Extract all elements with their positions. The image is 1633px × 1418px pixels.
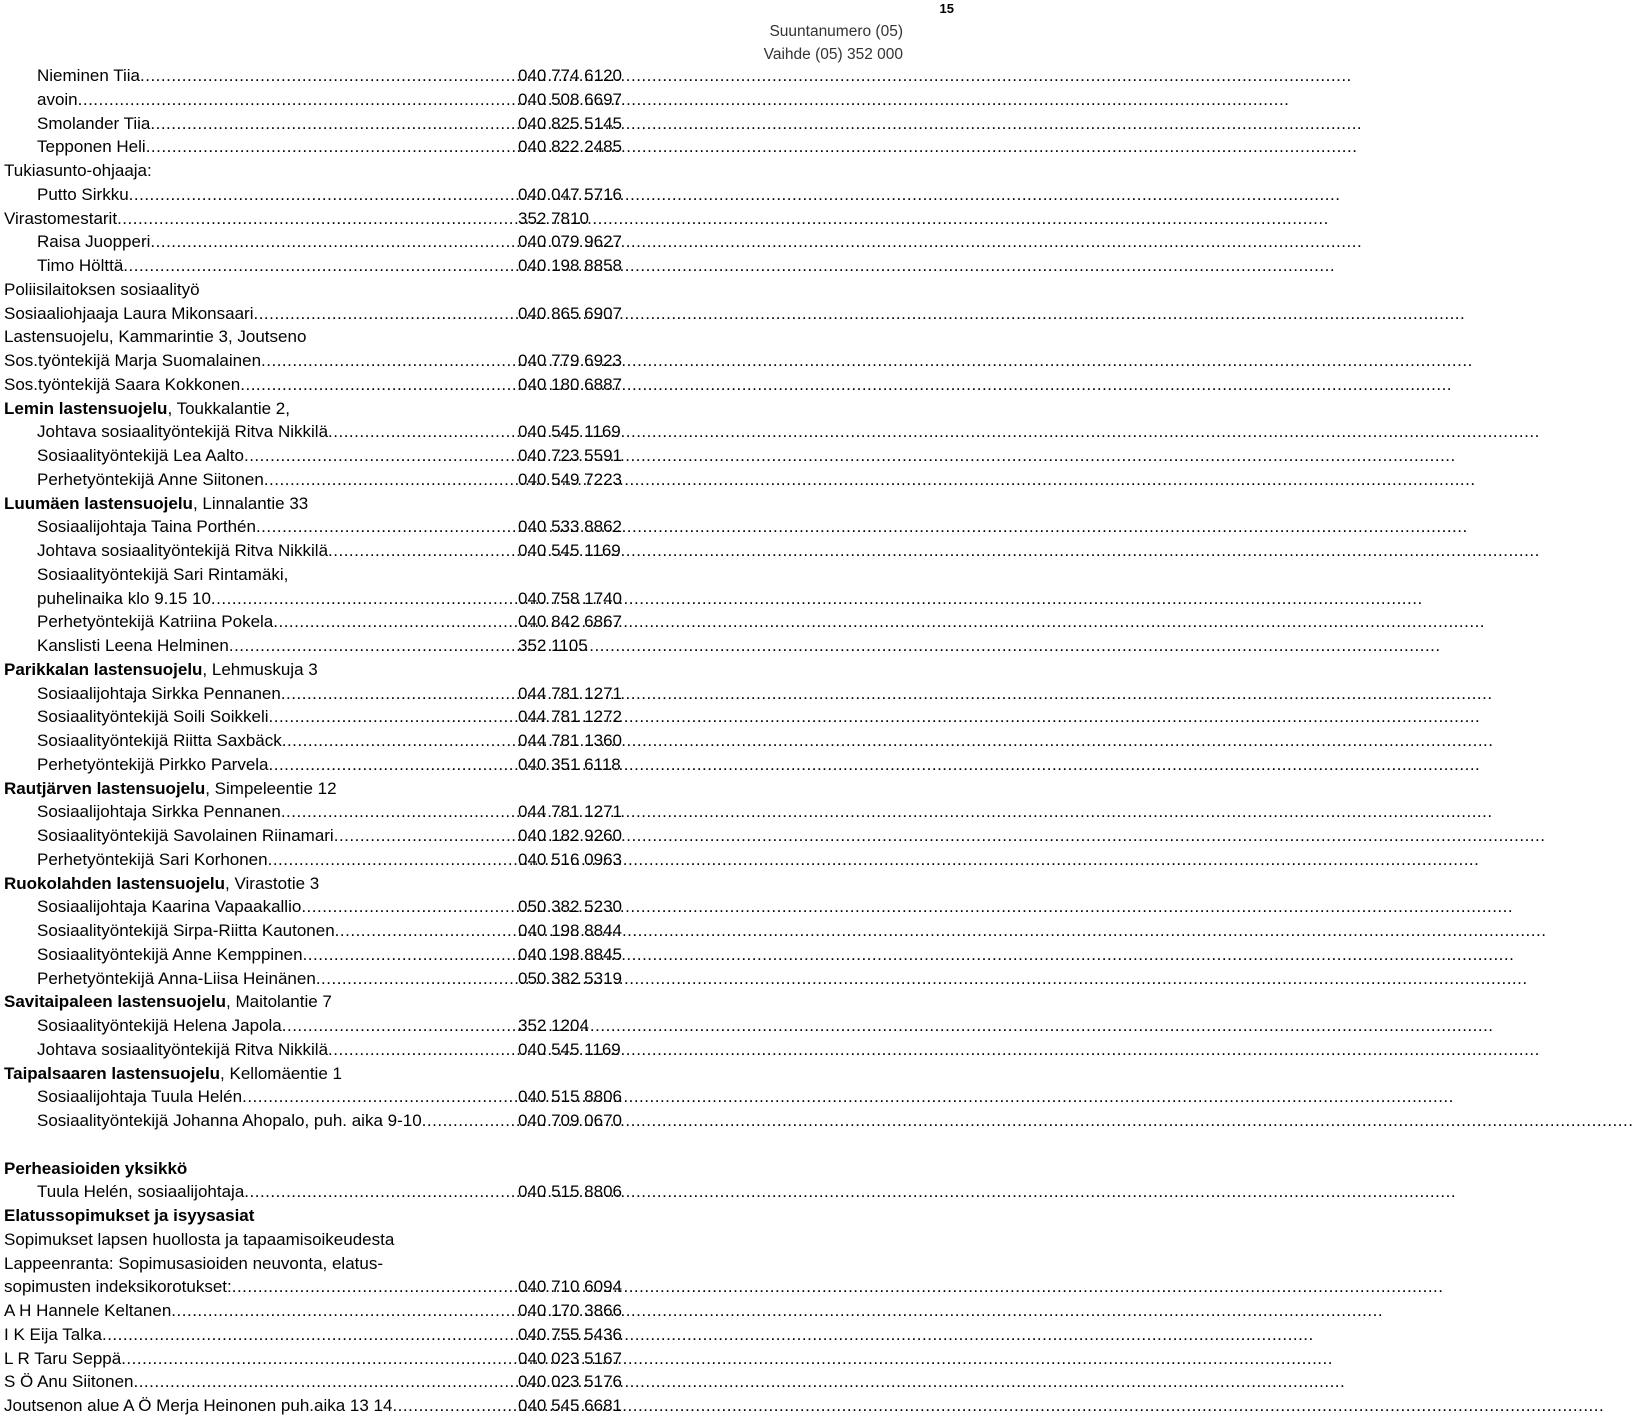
dot-leader bbox=[269, 705, 516, 729]
label-text: Joutsenon alue A Ö Merja Heinonen puh.aika 13 14 bbox=[4, 1396, 393, 1415]
section-title: Elatussopimukset ja isyysasiat bbox=[4, 1206, 255, 1225]
label-text: Raisa Juopperi bbox=[37, 232, 151, 252]
label-text: Sos.työntekijä Saara Kokkonen bbox=[4, 374, 241, 394]
contact-row bbox=[4, 705, 644, 729]
contact-label bbox=[37, 729, 282, 753]
dot-leader bbox=[240, 373, 516, 397]
contact-label bbox=[37, 563, 288, 587]
label-text: Sopimukset lapsen huollosta ja tapaamisoikeudesta bbox=[4, 1229, 395, 1249]
dot-leader bbox=[261, 349, 516, 373]
contact-label bbox=[37, 135, 146, 159]
section-heading bbox=[4, 1157, 644, 1181]
dot-leader bbox=[253, 302, 516, 326]
contact-label bbox=[37, 254, 123, 278]
section-heading bbox=[4, 1252, 644, 1276]
label-text: Poliisilaitoksen sosiaalityö bbox=[4, 279, 200, 299]
dot-leader bbox=[282, 1014, 516, 1038]
label-text: Sosiaalityöntekijä Lea Aalto bbox=[37, 446, 244, 465]
phone-number: 040 170 3866 bbox=[518, 1301, 622, 1320]
phone-number: 040 549 7223 bbox=[518, 469, 622, 489]
phone-number: 040 545 1169 bbox=[518, 1039, 621, 1059]
phone-number: 040 545 1169 bbox=[518, 422, 621, 442]
section-heading bbox=[4, 1062, 644, 1086]
phone-number: 040 198 8844 bbox=[518, 921, 622, 940]
area-code-line: Suuntanumero (05) bbox=[769, 23, 903, 40]
label-text: Sosiaalityöntekijä Savolainen Riinamari bbox=[37, 826, 334, 845]
phone-number: 044 781 1271 bbox=[518, 802, 622, 822]
dot-leader bbox=[422, 1109, 516, 1133]
contact-label bbox=[4, 373, 240, 397]
dot-leader bbox=[328, 1038, 516, 1062]
dot-leader bbox=[150, 230, 516, 254]
phone-number: 040 709 0670 bbox=[518, 1111, 622, 1130]
label-text: , Maitolantie 7 bbox=[226, 992, 332, 1012]
contact-label bbox=[37, 682, 281, 706]
label-text: Perhetyöntekijä Sari Korhonen bbox=[37, 849, 268, 869]
label-text: Perhetyöntekijä Anna-Liisa Heinänen bbox=[37, 968, 316, 988]
contact-row bbox=[4, 682, 644, 706]
section-heading bbox=[4, 397, 644, 421]
dot-leader bbox=[123, 254, 516, 278]
label-text: Lastensuojelu, Kammarintie 3, Joutseno bbox=[4, 327, 307, 347]
dot-leader bbox=[129, 183, 516, 207]
phone-number: 040 865 6907 bbox=[518, 303, 622, 323]
contact-row bbox=[4, 1394, 644, 1418]
contact-listing bbox=[4, 64, 644, 1418]
label-text: Sosiaalijohtaja Sirkka Pennanen bbox=[37, 683, 281, 703]
label-text: puhelinaika klo 9.15 10 bbox=[37, 588, 211, 608]
section-title: Savitaipaleen lastensuojelu bbox=[4, 992, 227, 1012]
switchboard-line: Vaihde (05) 352 000 bbox=[763, 46, 903, 63]
contact-label bbox=[4, 1157, 187, 1181]
label-text: , Linnalantie 33 bbox=[192, 493, 309, 513]
label-text: L R Taru Seppä bbox=[4, 1348, 122, 1368]
dot-leader bbox=[392, 1394, 516, 1418]
label-text: Tepponen Heli bbox=[37, 137, 146, 157]
phone-number: 044 781 1272 bbox=[518, 707, 622, 727]
contact-row bbox=[4, 1347, 644, 1371]
contact-label bbox=[37, 539, 328, 563]
label-text: , Toukkalantie 2, bbox=[167, 398, 290, 418]
dot-leader bbox=[328, 539, 516, 563]
phone-number: 040 822 2485 bbox=[518, 137, 622, 157]
contact-label bbox=[37, 800, 281, 824]
contact-row bbox=[4, 135, 644, 159]
phone-number: 040 545 1169 bbox=[518, 541, 621, 560]
contact-label bbox=[4, 278, 200, 302]
contact-row bbox=[4, 64, 644, 88]
contact-label bbox=[4, 159, 152, 183]
contact-label bbox=[37, 230, 150, 254]
contact-label bbox=[4, 1228, 394, 1252]
contact-row bbox=[4, 1370, 644, 1394]
phone-number: 040 516 0963 bbox=[518, 849, 622, 869]
contact-label bbox=[37, 753, 269, 777]
section-heading bbox=[4, 1228, 644, 1252]
label-text: S Ö Anu Siitonen bbox=[4, 1372, 134, 1392]
dot-leader bbox=[232, 1275, 516, 1299]
section-heading bbox=[4, 159, 644, 183]
label-text: Johtava sosiaalityöntekijä Ritva Nikkilä bbox=[37, 422, 329, 442]
contact-row bbox=[4, 1038, 644, 1062]
dot-leader bbox=[256, 515, 516, 539]
phone-number: 040 825 5145 bbox=[518, 113, 622, 133]
contact-label bbox=[37, 919, 335, 943]
dot-leader bbox=[273, 610, 516, 634]
contact-label bbox=[37, 112, 150, 136]
section-title: Rautjärven lastensuojelu bbox=[4, 778, 206, 798]
contact-row bbox=[4, 420, 644, 444]
contact-label bbox=[4, 777, 337, 801]
phone-number: 040 351 6118 bbox=[518, 754, 621, 774]
phone-number: 040 779 6923 bbox=[518, 351, 622, 370]
contact-label bbox=[4, 1394, 392, 1418]
label-text: Kanslisti Leena Helminen bbox=[37, 636, 229, 655]
contact-label bbox=[4, 1323, 102, 1347]
section-title: Ruokolahden lastensuojelu bbox=[4, 873, 226, 893]
contact-label bbox=[37, 468, 264, 492]
contact-label bbox=[37, 64, 140, 88]
label-text: , Kellomäentie 1 bbox=[220, 1063, 342, 1083]
label-text: Tuula Helén, sosiaalijohtaja bbox=[37, 1182, 245, 1202]
phone-number: 040 047 5716 bbox=[518, 184, 622, 204]
dot-leader bbox=[268, 848, 516, 872]
dot-leader bbox=[242, 1085, 516, 1109]
dot-leader bbox=[301, 895, 516, 919]
contact-row bbox=[4, 515, 644, 539]
label-text: Nieminen Tiia bbox=[37, 66, 140, 85]
contact-label bbox=[4, 1370, 133, 1394]
contact-row bbox=[4, 753, 644, 777]
phone-number: 040 023 5167 bbox=[518, 1348, 622, 1368]
contact-row bbox=[4, 1085, 644, 1109]
contact-label bbox=[4, 207, 117, 231]
contact-row bbox=[4, 943, 644, 967]
dot-leader bbox=[303, 943, 516, 967]
label-text: Sosiaalijohtaja Tuula Helén bbox=[37, 1087, 243, 1107]
contact-row bbox=[4, 230, 644, 254]
contact-row bbox=[4, 895, 644, 919]
phone-number: 040 079 9627 bbox=[518, 232, 622, 252]
contact-row bbox=[4, 1014, 644, 1038]
contact-row bbox=[4, 444, 644, 468]
phone-number: 050 382 5319 bbox=[518, 968, 622, 988]
contact-label bbox=[37, 1014, 282, 1038]
section-heading bbox=[4, 492, 644, 516]
dot-leader bbox=[121, 1347, 516, 1371]
phone-number: 040 180 6887 bbox=[518, 374, 622, 394]
contact-label bbox=[37, 183, 129, 207]
label-text: , Simpeleentie 12 bbox=[205, 778, 337, 798]
contact-label bbox=[4, 872, 319, 896]
label-text: Virastomestarit bbox=[4, 208, 118, 228]
phone-number: 040 508 6697 bbox=[518, 89, 622, 109]
contact-label bbox=[37, 420, 328, 444]
contact-label bbox=[37, 1038, 328, 1062]
label-text: A H Hannele Keltanen bbox=[4, 1301, 172, 1320]
contact-row bbox=[4, 349, 644, 373]
contact-label bbox=[37, 967, 316, 991]
dot-leader bbox=[78, 88, 516, 112]
contact-row bbox=[4, 539, 644, 563]
section-heading bbox=[4, 325, 644, 349]
contact-label bbox=[37, 587, 211, 611]
phone-number: 040 755 5436 bbox=[518, 1324, 622, 1344]
dot-leader bbox=[328, 420, 516, 444]
label-text: Sosiaalityöntekijä Helena Japola bbox=[37, 1016, 282, 1035]
contact-label bbox=[37, 1109, 422, 1133]
contact-label bbox=[4, 990, 332, 1014]
contact-row bbox=[4, 800, 644, 824]
label-text: , Virastotie 3 bbox=[225, 873, 320, 893]
contact-row bbox=[4, 1180, 644, 1204]
phone-number: 040 182 9260 bbox=[518, 826, 622, 845]
contact-label bbox=[37, 943, 303, 967]
label-text: Perhetyöntekijä Pirkko Parvela bbox=[37, 754, 269, 774]
contact-row bbox=[4, 183, 644, 207]
section-title: Parikkalan lastensuojelu bbox=[4, 659, 203, 679]
label-text: Sosiaalityöntekijä Soili Soikkeli bbox=[37, 707, 269, 727]
section-heading bbox=[4, 990, 644, 1014]
label-text: sopimusten indeksikorotukset: bbox=[4, 1277, 232, 1297]
label-text: Sos.työntekijä Marja Suomalainen bbox=[4, 351, 262, 370]
dot-leader bbox=[244, 1180, 516, 1204]
section-title: Luumäen lastensuojelu bbox=[4, 493, 193, 513]
contact-row bbox=[4, 967, 644, 991]
contact-row bbox=[4, 1275, 644, 1299]
dot-leader bbox=[171, 1299, 516, 1323]
dot-leader bbox=[316, 967, 516, 991]
dot-leader bbox=[133, 1370, 516, 1394]
label-text: Sosiaalityöntekijä Anne Kemppinen bbox=[37, 944, 303, 964]
contact-label bbox=[4, 1204, 254, 1228]
label-text: Perhetyöntekijä Katriina Pokela bbox=[37, 612, 274, 632]
label-text: Tukiasunto-ohjaaja: bbox=[4, 161, 152, 180]
phone-number: 040 515 8806 bbox=[518, 1182, 622, 1202]
label-text: Lappeenranta: Sopimusasioiden neuvonta, elatus- bbox=[4, 1253, 383, 1273]
phone-number: 044 781 1360 bbox=[518, 731, 622, 750]
contact-row bbox=[4, 1323, 644, 1347]
phone-number: 040 545 6681 bbox=[518, 1396, 622, 1415]
contact-row bbox=[4, 112, 644, 136]
section-title: Taipalsaaren lastensuojelu bbox=[4, 1063, 221, 1083]
contact-label bbox=[37, 895, 301, 919]
section-heading bbox=[4, 658, 644, 682]
phone-number: 044 781 1271 bbox=[518, 683, 622, 703]
dot-leader bbox=[117, 207, 516, 231]
contact-label bbox=[4, 1252, 383, 1276]
label-text: Sosiaalijohtaja Kaarina Vapaakallio bbox=[37, 897, 302, 917]
page-number: 15 bbox=[939, 1, 954, 16]
label-text: Sosiaaliohjaaja Laura Mikonsaari bbox=[4, 303, 254, 323]
contact-row bbox=[4, 468, 644, 492]
contact-label bbox=[37, 634, 229, 658]
phone-number: 040 515 8806 bbox=[518, 1087, 622, 1107]
contact-label bbox=[37, 1180, 244, 1204]
section-heading bbox=[4, 1204, 644, 1228]
phone-number: 352 7810 bbox=[518, 208, 589, 228]
contact-row bbox=[4, 919, 644, 943]
contact-label bbox=[37, 610, 273, 634]
phone-number: 040 710 6094 bbox=[518, 1277, 622, 1297]
contact-row bbox=[4, 634, 644, 658]
section-heading bbox=[4, 563, 644, 587]
phone-number: 352 1105 bbox=[518, 636, 588, 655]
dot-leader bbox=[146, 135, 516, 159]
contact-row bbox=[4, 373, 644, 397]
phone-number: 040 758 1740 bbox=[518, 588, 622, 608]
dot-leader bbox=[211, 587, 516, 611]
contact-label bbox=[4, 325, 306, 349]
dot-leader bbox=[229, 634, 516, 658]
contact-label bbox=[37, 1085, 242, 1109]
contact-row bbox=[4, 302, 644, 326]
phone-number: 040 723 5591 bbox=[518, 446, 622, 465]
contact-row bbox=[4, 729, 644, 753]
contact-row bbox=[4, 1109, 644, 1133]
phone-number: 040 198 8845 bbox=[518, 944, 622, 964]
dot-leader bbox=[281, 682, 516, 706]
label-text: Sosiaalijohtaja Taina Porthén bbox=[37, 517, 256, 537]
contact-label bbox=[4, 1062, 342, 1086]
contact-row bbox=[4, 207, 644, 231]
contact-row bbox=[4, 88, 644, 112]
label-text: Sosiaalityöntekijä Sirpa-Riitta Kautonen bbox=[37, 921, 335, 940]
phone-number: 040 198 8858 bbox=[518, 256, 622, 275]
contact-label bbox=[37, 88, 78, 112]
contact-label bbox=[37, 705, 269, 729]
contact-label bbox=[37, 824, 334, 848]
phone-number: 040 533 8862 bbox=[518, 517, 622, 537]
contact-row bbox=[4, 1299, 644, 1323]
phone-number: 040 842 6867 bbox=[518, 612, 622, 632]
label-text: Smolander Tiia bbox=[37, 113, 151, 133]
contact-label bbox=[37, 515, 256, 539]
section-heading bbox=[4, 872, 644, 896]
label-text: Johtava sosiaalityöntekijä Ritva Nikkilä bbox=[37, 541, 329, 560]
section-title: Perheasioiden yksikkö bbox=[4, 1158, 188, 1178]
contact-row bbox=[4, 587, 644, 611]
contact-label bbox=[4, 1347, 121, 1371]
label-text: Johtava sosiaalityöntekijä Ritva Nikkilä bbox=[37, 1039, 329, 1059]
contact-label bbox=[4, 302, 253, 326]
section-title: Lemin lastensuojelu bbox=[4, 398, 168, 418]
section-heading bbox=[4, 278, 644, 302]
contact-label bbox=[4, 349, 261, 373]
contact-label bbox=[37, 444, 244, 468]
phone-number: 050 382 5230 bbox=[518, 897, 622, 917]
contact-row bbox=[4, 610, 644, 634]
dot-leader bbox=[282, 729, 516, 753]
dot-leader bbox=[281, 800, 516, 824]
dot-leader bbox=[264, 468, 516, 492]
label-text: Perhetyöntekijä Anne Siitonen bbox=[37, 469, 264, 489]
label-text: , Lehmuskuja 3 bbox=[202, 659, 318, 679]
dot-leader bbox=[102, 1323, 516, 1347]
contact-row bbox=[4, 254, 644, 278]
section-heading bbox=[4, 777, 644, 801]
contact-label bbox=[4, 397, 290, 421]
label-text: Sosiaalityöntekijä Riitta Saxbäck bbox=[37, 731, 282, 750]
contact-row bbox=[4, 848, 644, 872]
contact-row bbox=[4, 824, 644, 848]
label-text: Timo Hölttä bbox=[37, 256, 124, 275]
contact-label bbox=[4, 1299, 171, 1323]
dot-leader bbox=[269, 753, 516, 777]
contact-label bbox=[4, 658, 318, 682]
label-text: Sosiaalityöntekijä Johanna Ahopalo, puh. aika 9-10 bbox=[37, 1111, 422, 1130]
dot-leader bbox=[335, 919, 516, 943]
dot-leader bbox=[244, 444, 516, 468]
dot-leader bbox=[334, 824, 516, 848]
contact-label bbox=[4, 492, 308, 516]
phone-number: 040 023 5176 bbox=[518, 1372, 622, 1392]
label-text: Putto Sirkku bbox=[37, 184, 129, 204]
label-text: I K Eija Talka bbox=[4, 1324, 102, 1344]
phone-header bbox=[715, 20, 903, 66]
contact-label bbox=[4, 1275, 232, 1299]
phone-number: 040 774 6120 bbox=[518, 66, 622, 85]
label-text: avoin bbox=[37, 89, 78, 109]
dot-leader bbox=[150, 112, 516, 136]
dot-leader bbox=[140, 64, 516, 88]
label-text: Sosiaalityöntekijä Sari Rintamäki, bbox=[37, 564, 289, 584]
phone-number: 352 1204 bbox=[518, 1016, 589, 1035]
label-text: Sosiaalijohtaja Sirkka Pennanen bbox=[37, 802, 281, 822]
contact-label bbox=[37, 848, 268, 872]
